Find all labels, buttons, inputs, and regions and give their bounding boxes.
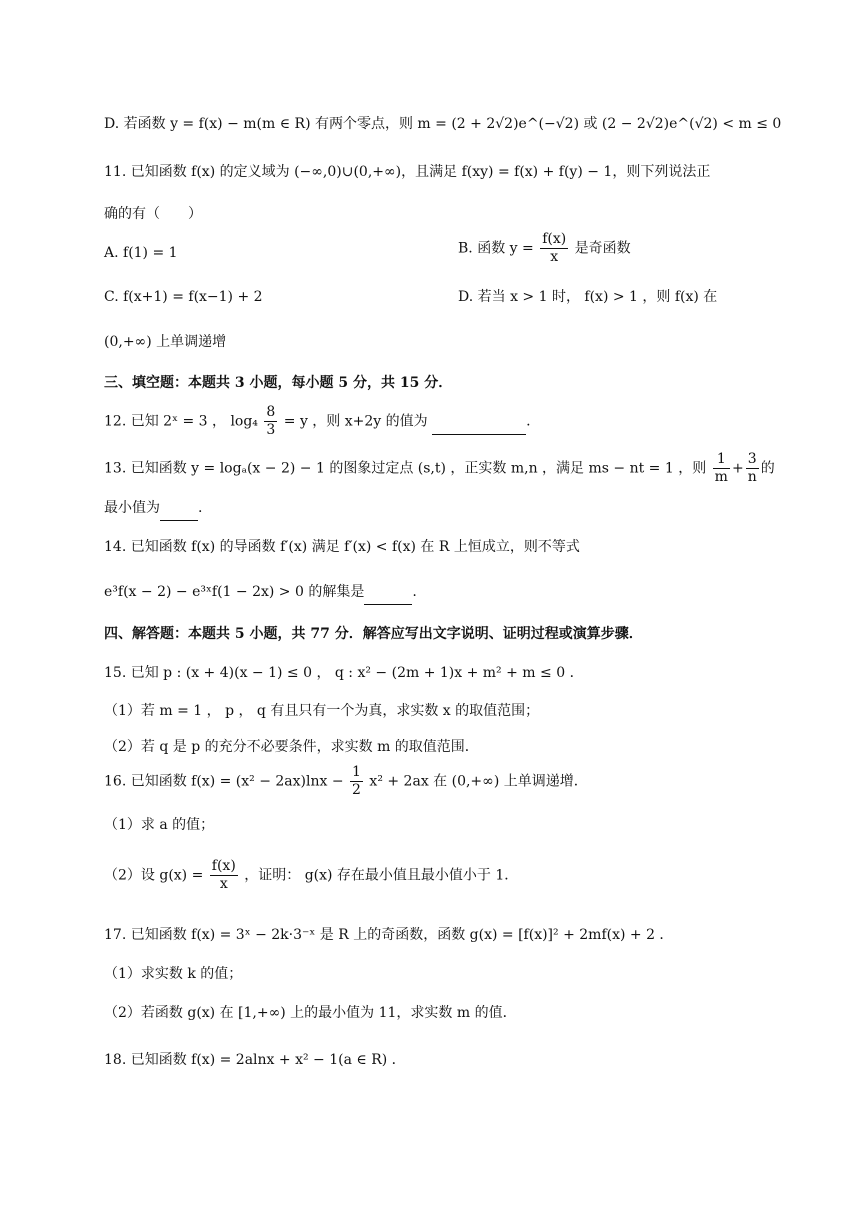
q11-b-fraction <box>540 231 568 266</box>
q11-b-prefix: B. 函数 y = <box>458 240 534 257</box>
section-4-heading: 四、解答题：本题共 5 小题，共 77 分．解答应写出文字说明、证明过程或演算步骤． <box>104 626 643 642</box>
line-q18: 18. 已知函数 f(x) = 2alnx + x² − 1(a ∈ R) ． <box>104 1052 406 1068</box>
line-q17: 17. 已知函数 f(x) = 3ˣ − 2k·3⁻ˣ 是 R 上的奇函数，函数 g(x) = [f(x)]² + 2mf(x) + 2 ． <box>104 927 674 943</box>
q14-text: e³f(x − 2) − e³ˣf(1 − 2x) > 0 的解集是 <box>104 584 365 600</box>
q16-2-fraction <box>210 858 238 893</box>
q13-fraction-1 <box>713 451 730 486</box>
q12-answer-blank <box>432 414 526 435</box>
q13-numerator-1: 1 <box>713 451 730 469</box>
q13-plus: + <box>731 460 744 477</box>
q16-numerator: 1 <box>352 764 361 780</box>
q16-denominator: 2 <box>352 782 361 798</box>
q13-denominator-1: m <box>714 469 728 485</box>
q12-fraction <box>264 404 277 439</box>
q16-2-denominator: x <box>219 876 228 892</box>
q11-b-suffix: 是奇函数 <box>574 240 631 257</box>
q13-prefix: 13. 已知函数 y = logₐ(x − 2) − 1 的图象过定点 (s,t) ，正实数 m,n ，满足 ms − nt = 1 ，则 <box>104 460 707 477</box>
q11-b-denominator: x <box>550 249 559 265</box>
line-q16-part-2 <box>104 858 518 893</box>
q14-end: . <box>412 584 417 600</box>
q13-answer-blank <box>160 500 198 521</box>
q14-answer-blank <box>364 584 412 605</box>
line-q17-part-1: （1）求实数 k 的值； <box>104 966 243 982</box>
section-3-heading: 三、填空题：本题共 3 小题，每小题 5 分，共 15 分． <box>104 375 453 391</box>
q13-suffix: 的 <box>760 460 775 477</box>
q12-numerator: 8 <box>266 404 276 420</box>
q16-2-suffix: ，证明： g(x) 存在最小值且最小值小于 1． <box>244 867 519 884</box>
line-q11-option-d: D. 若当 x > 1 时， f(x) > 1 ，则 f(x) 在 <box>458 289 718 305</box>
q13-cont-text: 最小值为 <box>104 500 160 516</box>
q13-end: . <box>198 500 203 516</box>
q12-suffix: = y ，则 x+2y 的值为 <box>283 413 428 430</box>
q12-prefix: 12. 已知 2ˣ = 3 ， log₄ <box>104 413 258 430</box>
q16-2-prefix: （2）设 g(x) = <box>104 867 204 884</box>
line-q15: 15. 已知 p : (x + 4)(x − 1) ≤ 0 ， q : x² − (2m + 1)x + m² + m ≤ 0 ． <box>104 665 584 681</box>
q16-prefix: 16. 已知函数 f(x) = (x² − 2ax)lnx − <box>104 773 344 790</box>
line-q16-part-1: （1）求 a 的值； <box>104 817 215 833</box>
line-q11-stem-2: 确的有（ ） <box>104 206 202 222</box>
q12-denominator: 3 <box>266 422 276 438</box>
q13-numerator-2: 3 <box>746 451 759 469</box>
line-q10-option-d: D. 若函数 y = f(x) − m(m ∈ R) 有两个零点，则 m = (2 + 2√2)e^(−√2) 或 (2 − 2√2)e^(√2) < m ≤ 0 <box>104 116 782 132</box>
line-q16 <box>104 764 588 799</box>
q12-end: . <box>526 413 531 430</box>
line-q11-option-c: C. f(x+1) = f(x−1) + 2 <box>104 289 263 305</box>
line-q11-stem-1: 11. 已知函数 f(x) 的定义域为 (−∞,0)∪(0,+∞)，且满足 f(xy) = f(x) + f(y) − 1，则下列说法正 <box>104 164 711 180</box>
q16-2-numerator: f(x) <box>211 858 236 874</box>
line-q14-1: 14. 已知函数 f(x) 的导函数 f′(x) 满足 f′(x) < f(x) 在 R 上恒成立，则不等式 <box>104 539 580 555</box>
line-q15-part-2: （2）若 q 是 p 的充分不必要条件，求实数 m 的取值范围． <box>104 739 479 755</box>
q11-b-numerator: f(x) <box>542 231 567 247</box>
line-q13-cont <box>104 498 202 521</box>
line-q12 <box>104 404 531 439</box>
q13-fraction-2 <box>746 451 759 486</box>
q13-denominator-2: n <box>747 469 757 485</box>
q16-suffix: x² + 2ax 在 (0,+∞) 上单调递增． <box>369 773 588 790</box>
line-q15-part-1: （1）若 m = 1 ， p ， q 有且只有一个为真，求实数 x 的取值范围； <box>104 703 540 719</box>
q16-fraction <box>350 764 363 799</box>
line-q17-part-2: （2）若函数 g(x) 在 [1,+∞) 上的最小值为 11，求实数 m 的值． <box>104 1005 517 1021</box>
line-q11-option-d-cont: (0,+∞) 上单调递增 <box>104 334 227 350</box>
line-q11-option-a: A. f(1) = 1 <box>104 245 178 261</box>
line-q14-2 <box>104 582 417 605</box>
line-q11-option-b <box>458 231 631 266</box>
line-q13 <box>104 451 775 486</box>
